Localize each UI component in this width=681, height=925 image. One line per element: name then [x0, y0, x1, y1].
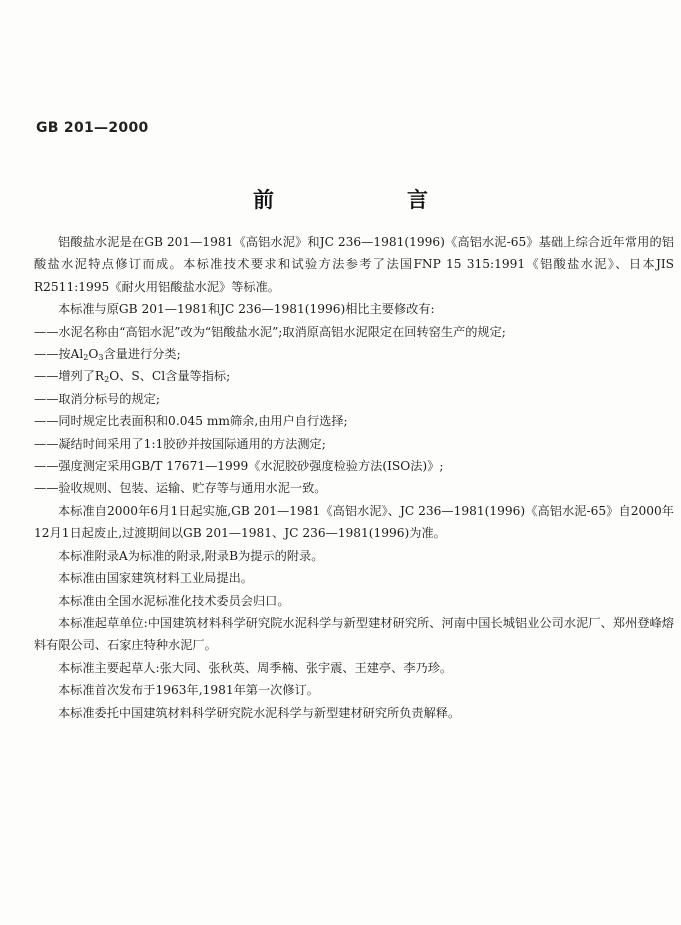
- paragraph-appendix: 本标准附录A为标准的附录,附录B为提示的附录。: [58, 548, 324, 563]
- page-title: 前 言: [253, 188, 484, 212]
- paragraph-committee: 本标准由全国水泥标准化技术委员会归口。: [58, 593, 290, 608]
- change-item-indicators: ——增列了$R_2O$、S、Cl含量等指标;: [34, 369, 231, 385]
- paragraph-changes-intro: 本标准与原GB 201—1981和JC 236—1981(1996)相比主要修改有:: [58, 302, 435, 317]
- paragraph-drafters: 本标准主要起草人:张大同、张秋英、周季楠、张宇震、王建亭、李乃珍。: [58, 660, 453, 675]
- change-item-setting-time: ——凝结时间采用了1:1胶砂并按国际通用的方法测定;: [34, 436, 326, 451]
- change-item-fineness: ——同时规定比表面积和0.045 mm筛余,由用户自行选择;: [34, 414, 348, 429]
- change-item-classification: ——按$Al_2O_3$含量进行分类;: [34, 347, 181, 363]
- paragraph-interpretation: 本标准委托中国建筑材料科学研究院水泥科学与新型建材研究所负责解释。: [58, 705, 461, 720]
- paragraph-proposer: 本标准由国家建筑材料工业局提出。: [58, 571, 253, 586]
- paragraph-drafting-units: 本标准起草单位:中国建筑材料科学研究院水泥科学与新型建材研究所、河南中国长城铝业公司水泥厂、郑州登峰熔料有限公司、石家庄特种水泥厂。: [34, 615, 674, 653]
- paragraph-background: 铝酸盐水泥是在GB 201—1981《高铝水泥》和JC 236—1981(1996)《高铝水泥-65》基础上综合近年常用的铝酸盐水泥特点修订而成。本标准技术要求和试验方法参考了法国FNP 15 315:1991《铝酸盐水泥》、日本JIS R2511:1995《耐火用铝酸盐水泥》等标准。: [34, 235, 674, 294]
- paragraph-history: 本标准首次发布于1963年,1981年第一次修订。: [58, 683, 319, 698]
- standard-code: GB 201—2000: [36, 120, 149, 136]
- change-item-strength: ——强度测定采用GB/T 17671—1999《水泥胶砂强度检验方法(ISO法)》;: [34, 459, 444, 474]
- change-item-grades: ——取消分标号的规定;: [34, 391, 160, 406]
- change-item-name: ——水泥名称由“高铝水泥”改为“铝酸盐水泥”;取消原高铝水泥限定在回转窑生产的规定;: [34, 324, 506, 339]
- change-item-acceptance: ——验收规则、包装、运输、贮存等与通用水泥一致。: [34, 481, 327, 496]
- foreword-body: [34, 231, 674, 724]
- paragraph-effective-date: 本标准自2000年6月1日起实施,GB 201—1981《高铝水泥》、JC 236—1981(1996)《高铝水泥-65》自2000年12月1日起废止,过渡期间以GB 201—1981、JC 236—1981(1996)为准。: [34, 503, 674, 541]
